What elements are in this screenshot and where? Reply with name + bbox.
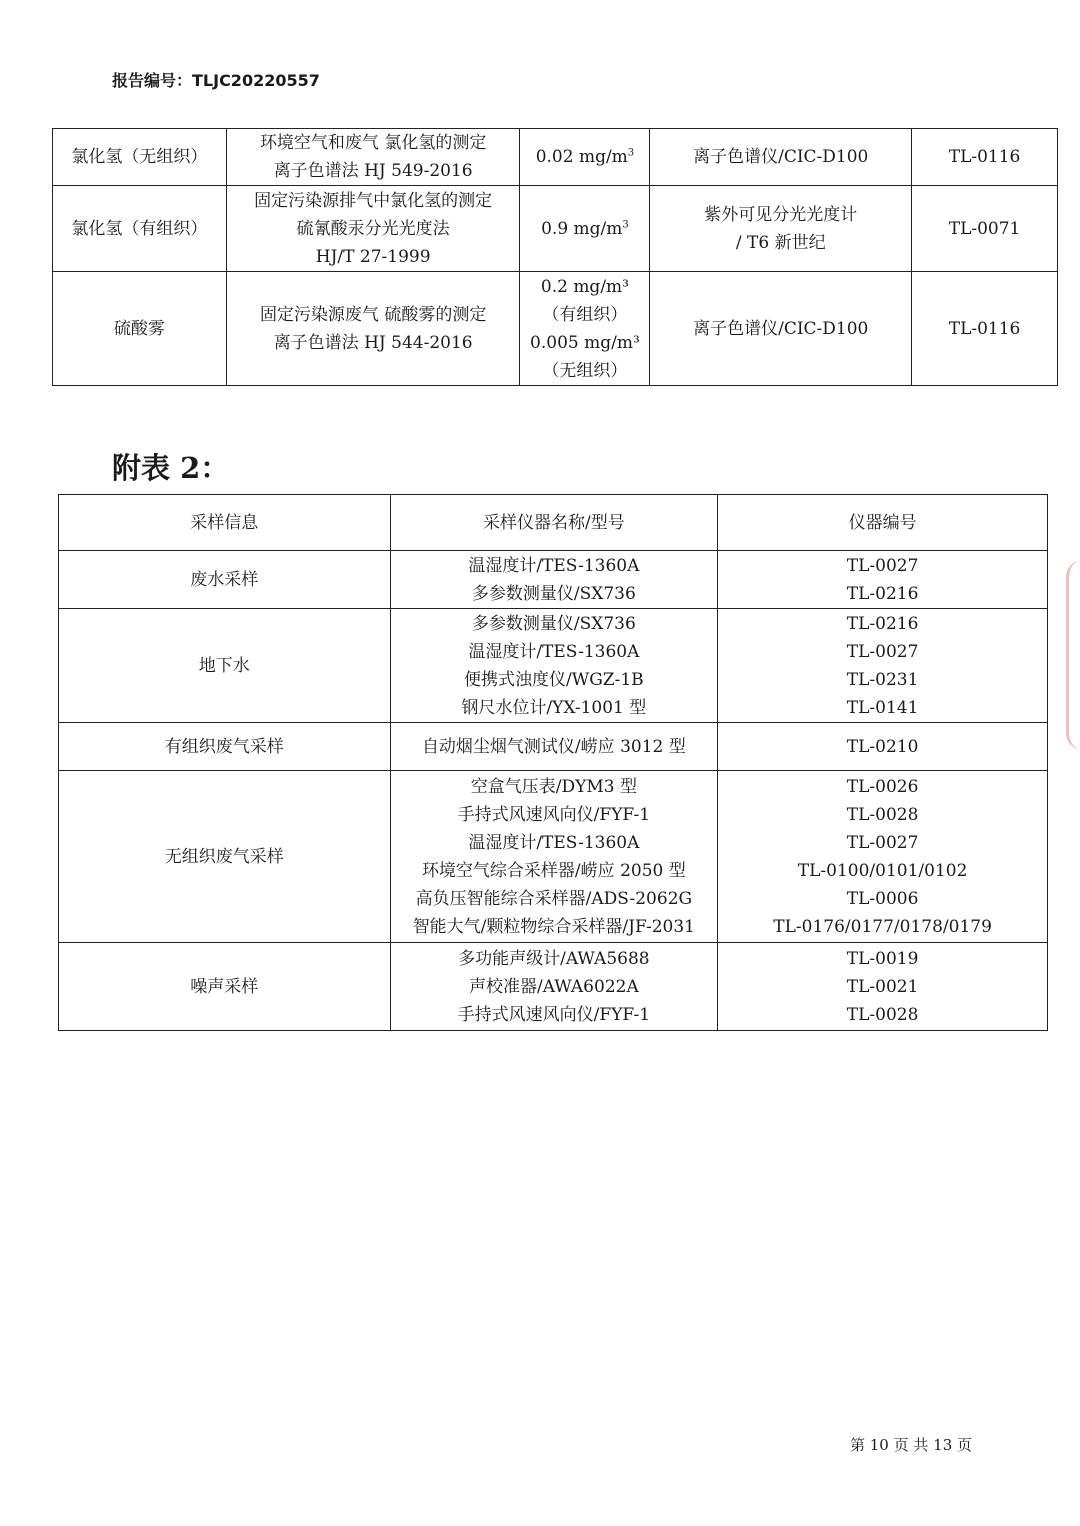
code-list-cell: TL-0019 TL-0021 TL-0028	[718, 943, 1048, 1031]
instrument-list-cell: 空盒气压表/DYM3 型 手持式风速风向仪/FYF-1 温湿度计/TES-1360A 环境空气综合采样器/崂应 2050 型 高负压智能综合采样器/ADS-2062G 智能大气/颗粒物综合采样器/JF-2031	[390, 771, 718, 943]
limit-cell: 0.02 $mg/m^3$	[520, 129, 650, 186]
instrument-cell: 离子色谱仪/CIC-D100	[650, 272, 912, 386]
sampling-info-cell: 无组织废气采样	[59, 771, 391, 943]
table-row	[53, 129, 1058, 186]
code-cell: TL-0116	[912, 272, 1058, 386]
code-list-cell: TL-0026 TL-0028 TL-0027 TL-0100/0101/0102 TL-0006 TL-0176/0177/0178/0179	[718, 771, 1048, 943]
method-cell: 固定污染源排气中氯化氢的测定 硫氰酸汞分光光度法 HJ/T 27-1999	[226, 186, 520, 272]
code-list-cell: TL-0027 TL-0216	[718, 551, 1048, 609]
sampling-info-cell: 噪声采样	[59, 943, 391, 1031]
sampling-info-cell: 地下水	[59, 609, 391, 723]
table-header-row	[59, 495, 1048, 551]
instrument-list-cell: 温湿度计/TES-1360A 多参数测量仪/SX736	[390, 551, 718, 609]
instrument-cell: 离子色谱仪/CIC-D100	[650, 129, 912, 186]
method-table	[52, 128, 1058, 386]
report-number: 报告编号：TLJC20220557	[112, 71, 320, 90]
instrument-list-cell: 多参数测量仪/SX736 温湿度计/TES-1360A 便携式浊度仪/WGZ-1B 钢尺水位计/YX-1001 型	[390, 609, 718, 723]
table-row	[59, 771, 1048, 943]
table-row	[59, 943, 1048, 1031]
code-list-cell: TL-0210	[718, 723, 1048, 771]
method-cell: 环境空气和废气 氯化氢的测定 离子色谱法 HJ 549-2016	[226, 129, 520, 186]
appendix-2-heading: 附表 2：	[112, 451, 230, 485]
column-header: 仪器编号	[718, 495, 1048, 551]
method-cell: 固定污染源废气 硫酸雾的测定 离子色谱法 HJ 544-2016	[226, 272, 520, 386]
instrument-cell: 紫外可见分光光度计 / T6 新世纪	[650, 186, 912, 272]
limit-cell: 0.9 $mg/m^3$	[520, 186, 650, 272]
item-cell: 氯化氢（有组织）	[53, 186, 227, 272]
instrument-list-cell: 自动烟尘烟气测试仪/崂应 3012 型	[390, 723, 718, 771]
instrument-list-cell: 多功能声级计/AWA5688 声校准器/AWA6022A 手持式风速风向仪/FYF-1	[390, 943, 718, 1031]
table-row	[59, 551, 1048, 609]
table-row	[59, 723, 1048, 771]
sampling-info-cell: 废水采样	[59, 551, 391, 609]
sampling-instrument-table	[58, 494, 1048, 1031]
item-cell: 氯化氢（无组织）	[53, 129, 227, 186]
code-cell: TL-0071	[912, 186, 1058, 272]
sampling-info-cell: 有组织废气采样	[59, 723, 391, 771]
page-number: 第 10 页 共 13 页	[850, 1436, 973, 1454]
table-row	[53, 272, 1058, 386]
item-cell: 硫酸雾	[53, 272, 227, 386]
column-header: 采样仪器名称/型号	[390, 495, 718, 551]
table-row	[59, 609, 1048, 723]
limit-cell: 0.2 mg/m³ （有组织） 0.005 mg/m³ （无组织）	[520, 272, 650, 386]
table-row	[53, 186, 1058, 272]
code-list-cell: TL-0216 TL-0027 TL-0231 TL-0141	[718, 609, 1048, 723]
code-cell: TL-0116	[912, 129, 1058, 186]
column-header: 采样信息	[59, 495, 391, 551]
seal-stamp-edge	[1066, 560, 1080, 750]
